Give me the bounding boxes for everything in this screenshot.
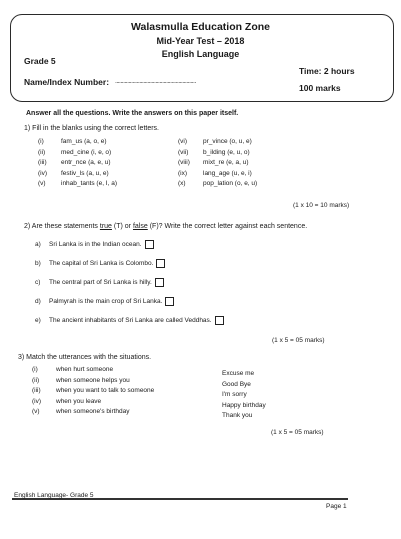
situation-text: when hurt someone xyxy=(56,366,114,373)
q1-marks: (1 x 10 = 10 marks) xyxy=(293,202,350,209)
tf-statement xyxy=(35,240,154,249)
q1-item-text: mixt_re (e, a, u) xyxy=(203,159,249,166)
q2-marks: (1 x 5 = 05 marks) xyxy=(272,337,325,344)
total-marks: 100 marks xyxy=(299,83,341,93)
q1-item-num: (viii) xyxy=(178,159,190,166)
tf-statement xyxy=(35,316,224,325)
q1-item-num: (ii) xyxy=(38,148,46,156)
answer-box[interactable] xyxy=(156,259,165,268)
page-number: Page 1 xyxy=(326,503,347,510)
utterance: Good Bye xyxy=(222,380,251,388)
answer-box[interactable] xyxy=(145,240,154,249)
q1-item-text: entr_nce (a, e, u) xyxy=(61,159,111,166)
time-label: Time: 2 hours xyxy=(299,66,355,76)
situation-num: (ii) xyxy=(32,376,40,384)
statement-text: The central part of Sri Lanka is hilly. xyxy=(49,279,152,287)
q2-title-suffix: (F)? Write the correct letter against each sentence. xyxy=(149,223,308,230)
utterance: Excuse me xyxy=(222,370,255,377)
q1-item-text: inhab_tants (e, I, a) xyxy=(61,180,118,187)
q1-item-num: (vii) xyxy=(178,148,189,156)
q1-title: 1) Fill in the blanks using the correct letters. xyxy=(24,125,160,132)
q1-item-num: (x) xyxy=(178,180,186,187)
statement-text: Sri Lanka is in the Indian ocean. xyxy=(49,241,142,249)
answer-box[interactable] xyxy=(165,297,174,306)
q1-item-text: pop_lation (o, e, u) xyxy=(203,180,258,187)
name-label: Name/Index Number: xyxy=(24,77,110,87)
situation-num: (iv) xyxy=(32,397,42,405)
q2-title xyxy=(24,223,307,230)
utterance: Happy birthday xyxy=(222,401,266,409)
statement-letter: c) xyxy=(35,279,41,287)
q1-item-text: festiv_ls (a, u, e) xyxy=(61,169,109,177)
q1-item-num: (v) xyxy=(38,180,46,187)
q1-item-num: (iv) xyxy=(38,169,48,177)
statement-text: The ancient inhabitants of Sri Lanka are called Veddhas. xyxy=(49,317,212,325)
q2-title-mid: (T) or xyxy=(113,223,132,230)
q1-item-num: (i) xyxy=(38,138,44,145)
q1-item-num: (ix) xyxy=(178,169,188,177)
situation-text: when you want to talk to someone xyxy=(56,387,155,394)
q2-false-word: false xyxy=(132,223,148,230)
answer-box[interactable] xyxy=(215,316,224,325)
grade-label: Grade 5 xyxy=(24,56,56,66)
tf-statement xyxy=(35,297,174,306)
situation-num: (iii) xyxy=(32,387,41,394)
statement-text: The capital of Sri Lanka is Colombo. xyxy=(49,260,154,268)
subject-title: English Language xyxy=(161,49,240,59)
situation-text: when you leave xyxy=(56,397,102,405)
tf-statement xyxy=(35,278,164,287)
q1-item-num: (iii) xyxy=(38,159,47,166)
q1-item-text: lang_age (u, e, i) xyxy=(203,169,252,177)
q1-item-num: (vi) xyxy=(178,138,188,145)
q1-item-text: fam_us (a, o, e) xyxy=(61,138,107,145)
q3-marks: (1 x 5 = 05 marks) xyxy=(271,429,324,436)
q1-item-text: pr_vince (o, u, e) xyxy=(203,138,252,145)
q1-item-text: med_cine (i, e, o) xyxy=(61,148,112,156)
zone-title: Walasmulla Education Zone xyxy=(130,21,271,33)
statement-letter: d) xyxy=(35,298,41,306)
statement-letter: e) xyxy=(35,317,41,325)
tf-statement xyxy=(35,259,165,268)
situation-num: (v) xyxy=(32,408,40,415)
utterance: I'm sorry xyxy=(222,391,247,398)
answer-box[interactable] xyxy=(155,278,164,287)
situation-text: when someone's birthday xyxy=(56,408,130,415)
instruction: Answer all the questions. Write the answers on this paper itself. xyxy=(26,110,239,117)
test-title: Mid-Year Test – 2018 xyxy=(156,36,245,46)
statement-letter: b) xyxy=(35,260,41,268)
q3-title: 3) Match the utterances with the situations. xyxy=(18,354,152,361)
name-field[interactable]: ............................................................ xyxy=(115,78,196,85)
footer-left: English Language- Grade 5 xyxy=(14,492,94,499)
situation-text: when someone helps you xyxy=(56,376,130,384)
utterance: Thank you xyxy=(222,412,253,419)
q1-item-text: b_ilding (e, u, o) xyxy=(203,148,250,156)
statement-text: Palmyrah is the main crop of Sri Lanka. xyxy=(49,298,163,306)
q2-true-word: true xyxy=(99,223,112,230)
q2-title-prefix: 2) Are these statements xyxy=(24,223,98,230)
statement-letter: a) xyxy=(35,241,41,249)
situation-num: (i) xyxy=(32,366,38,373)
